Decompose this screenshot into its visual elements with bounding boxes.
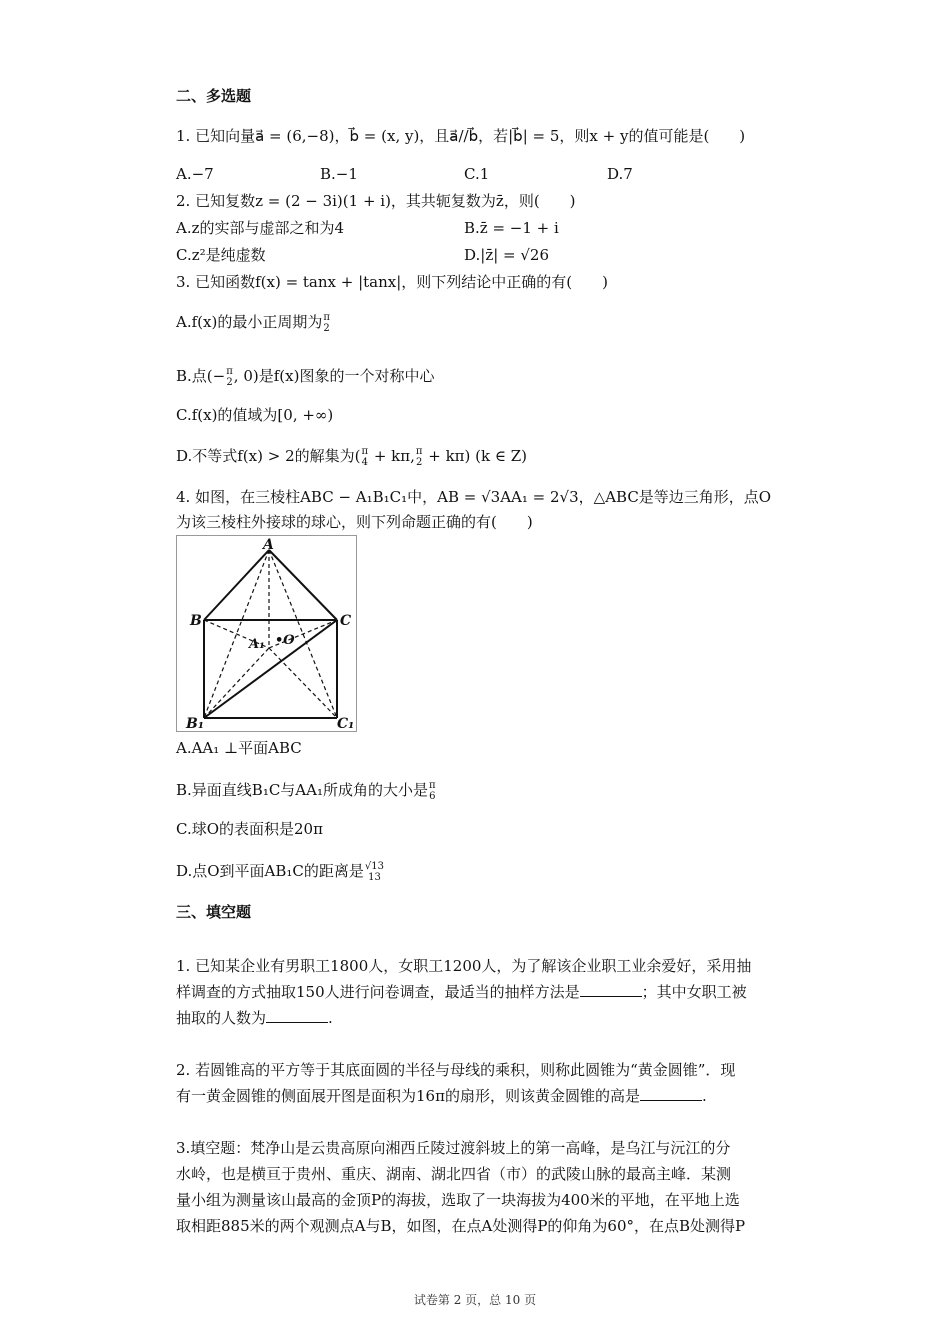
fill-2-line2-tail: . <box>701 1087 707 1105</box>
q1-option-c: C.1 <box>464 165 490 183</box>
fill-1-line2 <box>176 979 806 1005</box>
fraction <box>226 366 233 388</box>
section-title-multiple-choice: 二、多选题 <box>176 87 252 105</box>
fill-3-line1: 3.填空题：梵净山是云贵高原向湘西丘陵过渡斜坡上的第一高峰，是乌江与沅江的分 <box>176 1139 731 1157</box>
fill-2-line1: 2. 若圆锥高的平方等于其底面圆的半径与母线的乘积，则称此圆锥为“黄金圆锥”．现 <box>176 1061 736 1079</box>
vertex-label-c1: C₁ <box>337 716 355 731</box>
fill-question-3 <box>176 1135 806 1239</box>
q1-option-d: D.7 <box>607 165 633 183</box>
prism-diagram <box>177 536 356 731</box>
fraction-numerator: π <box>361 446 369 457</box>
section-title-fill-in: 三、填空题 <box>176 903 252 921</box>
q4-option-a: A.AA₁ ⊥平面ABC <box>176 739 302 757</box>
q4-option-b <box>176 780 437 802</box>
fill-1-line3-text: 抽取的人数为 <box>176 1009 267 1027</box>
prism-figure <box>176 535 357 732</box>
fill-1-line2-tail: ；其中女职工被 <box>641 983 747 1001</box>
fraction-denominator: 2 <box>415 457 423 468</box>
q3-option-d-mid: + kπ, <box>369 447 415 465</box>
q3-option-a-text: A.f(x)的最小正周期为 <box>176 313 323 331</box>
fraction-numerator: √13 <box>364 861 385 872</box>
question-4-text-line1: 4. 如图，在三棱柱ABC − A₁B₁C₁中，AB = √3AA₁ = 2√3，△ABC是等边三角形，点O <box>176 488 772 506</box>
fraction <box>361 446 368 468</box>
vertex-label-b1: B₁ <box>186 716 204 731</box>
q3-option-d-pre: D.不等式f(x) > 2的解集为( <box>176 447 361 465</box>
fraction-numerator: π <box>415 446 423 457</box>
vertex-label-a: A <box>263 537 274 553</box>
answer-blank[interactable] <box>266 1008 328 1023</box>
answer-blank[interactable] <box>580 982 642 997</box>
fraction-denominator: 2 <box>226 377 233 388</box>
fraction-numerator: π <box>323 312 330 323</box>
fraction-denominator: 4 <box>361 457 368 468</box>
fraction <box>416 446 423 468</box>
fill-1-line1: 1. 已知某企业有男职工1800人，女职工1200人，为了解该企业职工业余爱好，采用抽 <box>176 957 752 975</box>
page-footer: 试卷第 2 页，总 10 页 <box>413 1293 537 1307</box>
q3-option-d <box>176 446 527 468</box>
fill-1-line3 <box>176 1005 806 1031</box>
q2-option-b: B.z̄ = −1 + i <box>464 219 559 237</box>
q1-option-a: A.−7 <box>176 165 214 183</box>
q2-option-c: C.z²是纯虚数 <box>176 246 266 264</box>
q3-option-a <box>176 312 331 334</box>
vertex-label-a1: A₁ <box>249 637 265 652</box>
q4-option-b-text: B.异面直线B₁C与AA₁所成角的大小是 <box>176 781 428 799</box>
fill-question-1 <box>176 953 806 1031</box>
fill-3-line4: 取相距885米的两个观测点A与B，如图，在点A处测得P的仰角为60°，在点B处测得P <box>176 1217 746 1235</box>
q4-option-d <box>176 861 385 883</box>
answer-blank[interactable] <box>640 1086 702 1101</box>
fraction-numerator: π <box>428 780 436 791</box>
fraction <box>429 780 436 802</box>
q3-option-c: C.f(x)的值域为[0, +∞) <box>176 406 334 424</box>
fraction-denominator: 2 <box>323 323 330 334</box>
q3-option-b-pre: B.点(− <box>176 367 226 385</box>
vertex-label-b: B <box>190 613 202 629</box>
question-3-text: 3. 已知函数f(x) = tanx + |tanx|，则下列结论中正确的有( ) <box>176 273 608 291</box>
fraction <box>323 312 330 334</box>
q3-option-d-post: + kπ) (k ∈ Z) <box>423 447 527 465</box>
fraction-numerator: π <box>226 366 233 377</box>
fill-2-line2-text: 有一黄金圆锥的侧面展开图是面积为16π的扇形，则该黄金圆锥的高是 <box>176 1087 640 1105</box>
fraction <box>365 861 384 883</box>
q4-option-c: C.球O的表面积是20π <box>176 820 323 838</box>
center-label-o: •O <box>275 633 295 648</box>
q3-option-b-post: , 0)是f(x)图象的一个对称中心 <box>233 367 435 385</box>
q2-option-d: D.|z̄| = √26 <box>464 246 550 264</box>
q1-option-b: B.−1 <box>320 165 358 183</box>
question-1-text: 1. 已知向量a⃗ = (6,−8)，b⃗ = (x, y)，且a⃗//b⃗，若|b⃗| = 5，则x + y的值可能是( ) <box>176 127 746 145</box>
question-2-text: 2. 已知复数z = (2 − 3i)(1 + i)，其共轭复数为z̄，则( ) <box>176 192 576 210</box>
fill-1-line2-text: 样调查的方式抽取150人进行问卷调查，最适当的抽样方法是 <box>176 983 580 1001</box>
fill-2-line2 <box>176 1083 806 1109</box>
vertex-label-c: C <box>340 613 352 629</box>
fraction-denominator: 6 <box>429 791 436 802</box>
fill-3-line2: 水岭，也是横亘于贵州、重庆、湖南、湖北四省（市）的武陵山脉的最高主峰．某测 <box>176 1165 732 1183</box>
fill-question-2 <box>176 1057 806 1109</box>
fill-1-line3-tail: . <box>328 1009 333 1027</box>
q4-option-d-text: D.点O到平面AB₁C的距离是 <box>176 862 364 880</box>
fill-3-line3: 量小组为测量该山最高的金顶P的海拔，选取了一块海拔为400米的平地，在平地上选 <box>176 1191 740 1209</box>
q2-option-a: A.z的实部与虚部之和为4 <box>176 219 345 237</box>
fraction-denominator: 13 <box>368 872 381 883</box>
q3-option-b <box>176 366 434 388</box>
question-4-text-line2: 为该三棱柱外接球的球心，则下列命题正确的有( ) <box>176 513 533 531</box>
